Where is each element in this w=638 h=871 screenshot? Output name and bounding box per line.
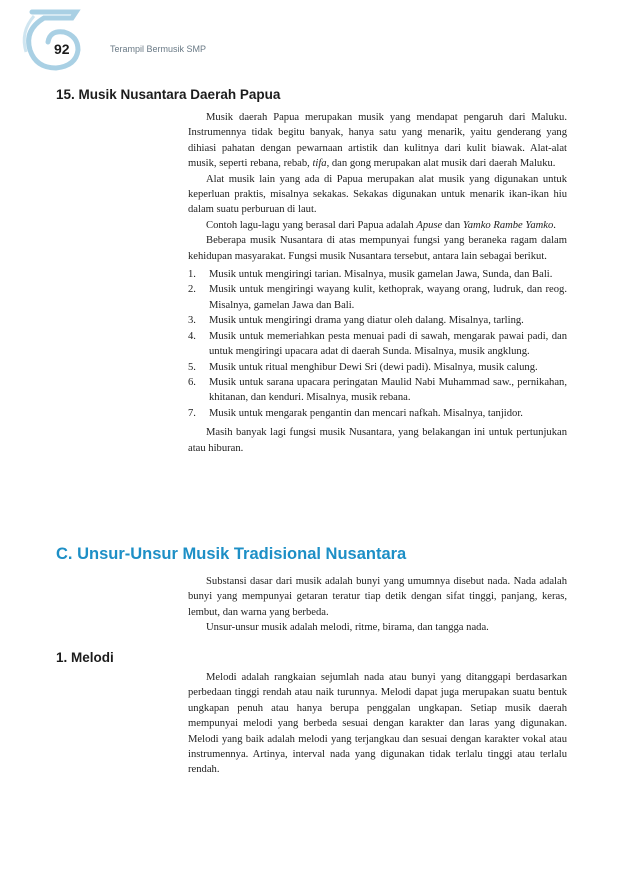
list-item: 4. Musik untuk memeriahkan pesta menuai padi di sawah, mengarak pawai padi, dan untuk mengiringi upacara adat di daerah Sunda. Misalnya, musik angklung. [188,330,567,358]
chapter-c-body [188,574,567,636]
paragraph: Contoh lagu-lagu yang berasal dari Papua adalah Apuse dan Yamko Rambe Yamko. [206,219,556,231]
subsection-title-melodi: 1. Melodi [56,650,114,665]
paragraph: Unsur-unsur musik adalah melodi, ritme, birama, dan tangga nada. [206,622,489,634]
instrument-name: tifa [312,158,327,170]
paragraph: Beberapa musik Nusantara di atas mempunyai fungsi yang beraneka ragam dalam kehidupan masyarakat. Fungsi musik Nusantara tersebut, antara lain sebagai berikut. [188,235,567,262]
list-item: 5. Musik untuk ritual menghibur Dewi Sri (dewi padi). Misalnya, musik calung. [188,361,538,373]
list-item: 6. Musik untuk sarana upacara peringatan Maulid Nabi Muhammad saw., pernikahan, khitanan, dan kenduri. Misalnya, musik rebana. [188,376,567,404]
song-title: Yamko Rambe Yamko [462,219,554,231]
list-item: 7. Musik untuk mengarak pengantin dan mencari nafkah. Misalnya, tanjidor. [188,407,523,419]
list-item: 1. Musik untuk mengiringi tarian. Misalnya, musik gamelan Jawa, Sunda, dan Bali. [188,269,553,281]
section-title-papua: 15. Musik Nusantara Daerah Papua [56,87,281,102]
paragraph: Musik daerah Papua merupakan musik yang mendapat pengaruh dari Maluku. Instrumennya tidak begitu banyak, hanya satu yang menarik, yaitu genderang yang dihiasi pahatan dengan pewarnaan artistik dan kulitnya dari kulit biawak. Alat-alat musik, seperti rebana, rebab, tifa, dan gong merupakan alat musik dari daerah Maluku. [188,112,567,170]
paragraph: Substansi dasar dari musik adalah bunyi yang umumnya disebut nada. Nada adalah bunyi yang mempunyai getaran teratur tiap detik dengan sifat tinggi, panjang, keras, lembut, dan warna yang berbeda. [188,576,567,618]
list-item: 2. Musik untuk mengiringi wayang kulit, kethoprak, wayang orang, ludruk, dan reog. Misalnya, gamelan Jawa dan Bali. [188,284,567,311]
list-item: 3. Musik untuk mengiringi drama yang diatur oleh dalang. Misalnya, tarling. [188,315,524,327]
functions-list [188,267,567,421]
paragraph: Alat musik lain yang ada di Papua merupakan alat musik yang digunakan untuk keperluan praktis, misalnya sekakas. Sekakas digunakan untuk menarik ikan-ikan hiu dalam suatu perburuan di laut. [188,173,567,216]
running-title: Terampil Bermusik SMP [110,44,207,54]
section-papua-body [188,110,567,456]
page-number: 92 [54,41,70,57]
melodi-body [188,670,567,778]
chapter-title-unsur-musik: C. Unsur-Unsur Musik Tradisional Nusantara [56,545,407,563]
song-title: Apuse [416,219,443,231]
paragraph: Masih banyak lagi fungsi musik Nusantara, yang belakangan ini untuk pertunjukan atau hiburan. [188,427,567,454]
paragraph: Melodi adalah rangkaian sejumlah nada atau bunyi yang ditanggapi berdasarkan perbedaan tinggi rendah atau naik turunnya. Melodi dapat juga merupakan suatu bentuk ungkapan penuh atau hanya berupa penggalan ungkapan. Setiap musik daerah mempunyai melodi yang berbeda sesuai dengan karakter dan laras yang digunakan. Melodi yang baik adalah melodi yang terjangkau dan sesuai dengan karakter vokal atau instrumennya. Artinya, interval nada yang digunakan tidak terlalu tinggi atau terlalu rendah. [188,672,567,776]
